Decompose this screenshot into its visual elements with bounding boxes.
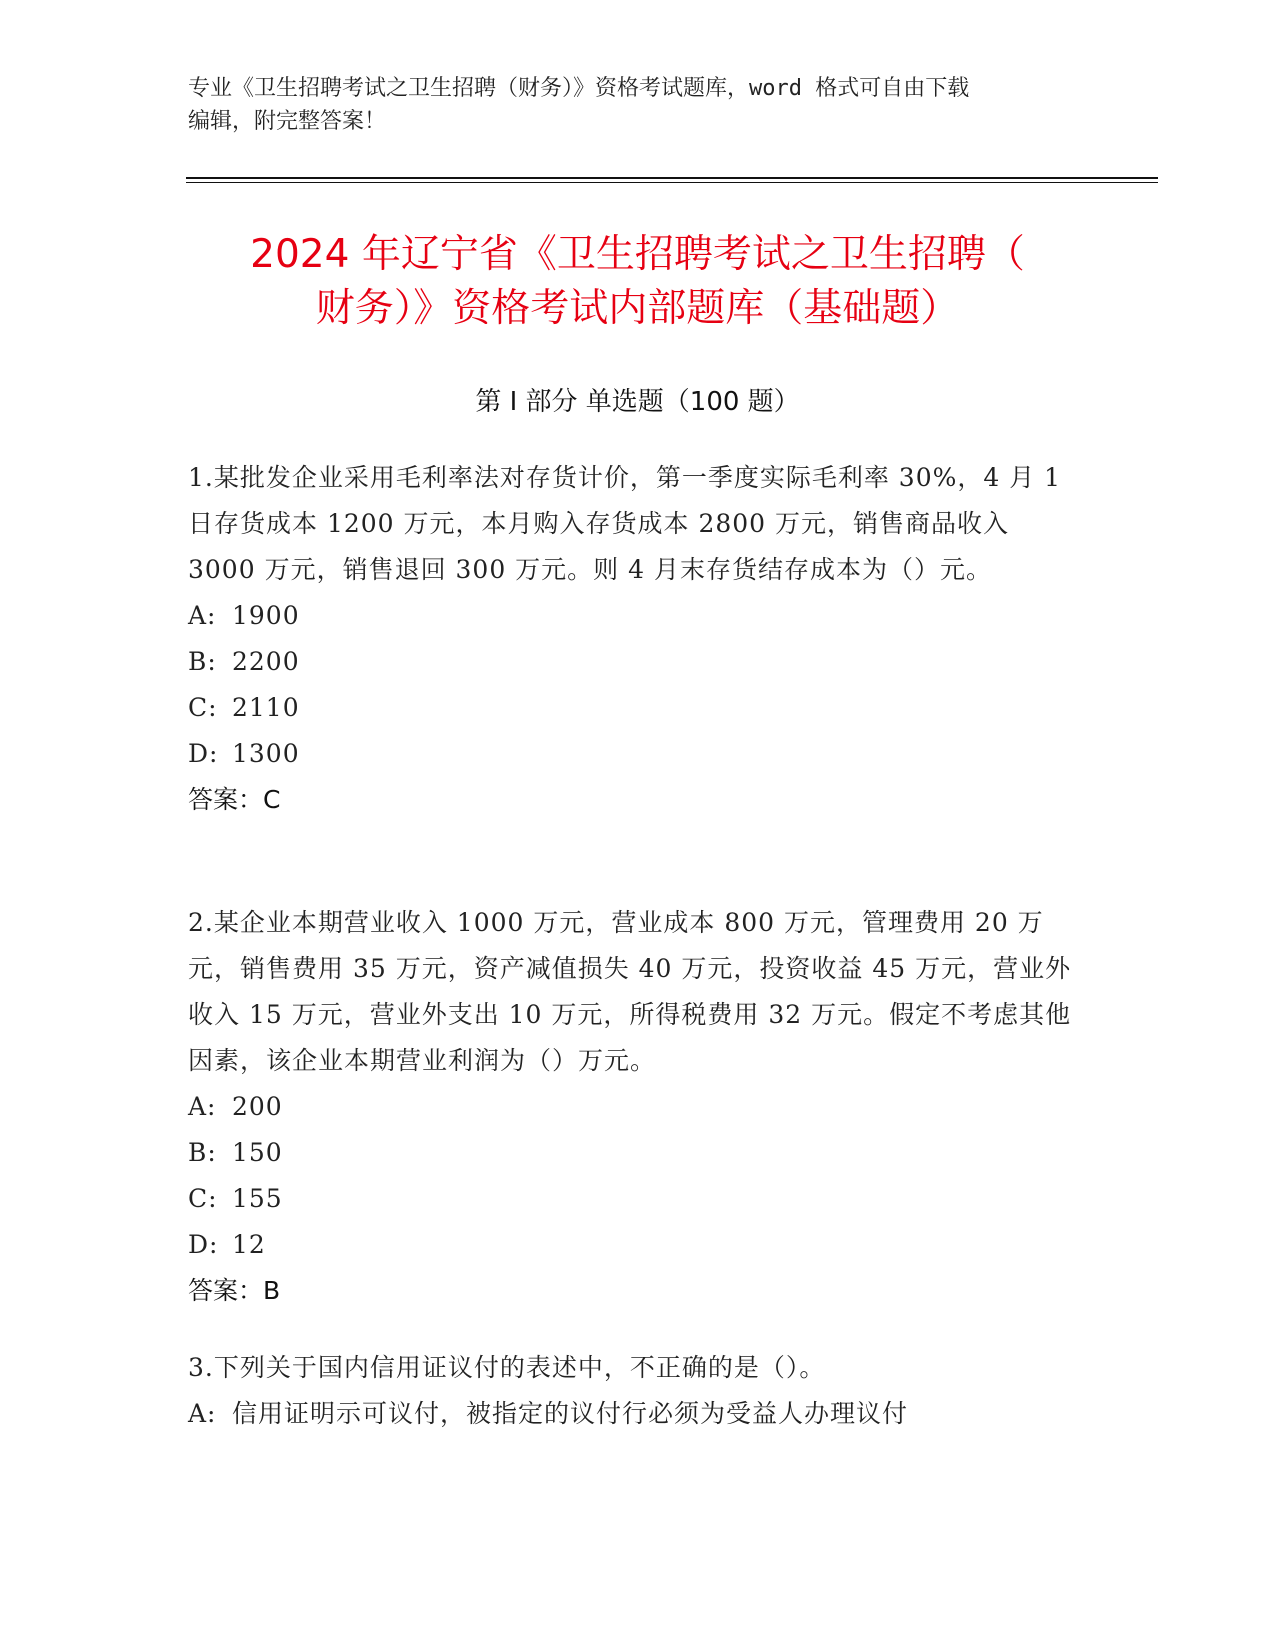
document-title-line-2: 财务）》资格考试内部题库（基础题） xyxy=(315,286,960,331)
option-text: 信用证明示可议付，被指定的议付行必须为受益人办理议付 xyxy=(232,1399,909,1428)
header-note-line-1: 专业《卫生招聘考试之卫生招聘（财务）》资格考试题库，word 格式可自由下载 xyxy=(188,76,970,101)
option-letter: B: xyxy=(188,647,217,676)
option-text: 1900 xyxy=(232,601,300,630)
question-stem: 2.某企业本期营业收入 1000 万元，营业成本 800 万元，管理费用 20 万元，销售费用 35 万元，资产减值损失 40 万元，投资收益 45 万元，营业外收入 15 万元，营业外支出 10 万元，所得税费用 32 万元。假定不考虑其他因素，该企业本期营业利润为（）万元。 xyxy=(188,908,1072,1075)
option-letter: B: xyxy=(188,1138,217,1167)
option-letter: D: xyxy=(188,1230,219,1259)
question-2 xyxy=(188,900,1078,1314)
document-title xyxy=(160,228,1115,336)
option-a xyxy=(188,1391,1078,1437)
option-letter: D: xyxy=(188,739,219,768)
option-letter: C: xyxy=(188,693,218,722)
question-3 xyxy=(188,1345,1078,1437)
option-c xyxy=(188,685,1078,731)
option-d xyxy=(188,1222,1078,1268)
header-note xyxy=(188,72,1088,138)
option-c xyxy=(188,1176,1078,1222)
section-title: 第 I 部分 单选题（100 题） xyxy=(475,387,800,417)
option-letter: A: xyxy=(188,601,217,630)
option-text: 2110 xyxy=(232,693,300,722)
option-a xyxy=(188,1084,1078,1130)
option-text: 2200 xyxy=(232,647,300,676)
question-1 xyxy=(188,455,1078,823)
option-text: 155 xyxy=(232,1184,283,1213)
option-letter: C: xyxy=(188,1184,218,1213)
option-b xyxy=(188,639,1078,685)
question-stem: 3.下列关于国内信用证议付的表述中，不正确的是（）。 xyxy=(188,1353,826,1382)
document-title-line-1: 2024 年辽宁省《卫生招聘考试之卫生招聘（ xyxy=(250,232,1025,277)
option-b xyxy=(188,1130,1078,1176)
question-stem: 1.某批发企业采用毛利率法对存货计价，第一季度实际毛利率 30%，4 月 1 日存货成本 1200 万元，本月购入存货成本 2800 万元，销售商品收入 3000 万元，销售退回 300 万元。则 4 月末存货结存成本为（）元。 xyxy=(188,463,1062,584)
header-divider-thin xyxy=(186,182,1158,183)
header-note-line-2: 编辑，附完整答案！ xyxy=(188,109,387,134)
answer-key: 答案：B xyxy=(188,1276,281,1305)
answer-key: 答案：C xyxy=(188,785,281,814)
option-text: 12 xyxy=(232,1230,266,1259)
option-letter: A: xyxy=(188,1092,217,1121)
option-text: 150 xyxy=(232,1138,283,1167)
option-text: 1300 xyxy=(232,739,300,768)
option-letter: A: xyxy=(188,1399,217,1428)
option-d xyxy=(188,731,1078,777)
option-text: 200 xyxy=(232,1092,283,1121)
header-divider-thick xyxy=(186,177,1158,179)
option-a xyxy=(188,593,1078,639)
